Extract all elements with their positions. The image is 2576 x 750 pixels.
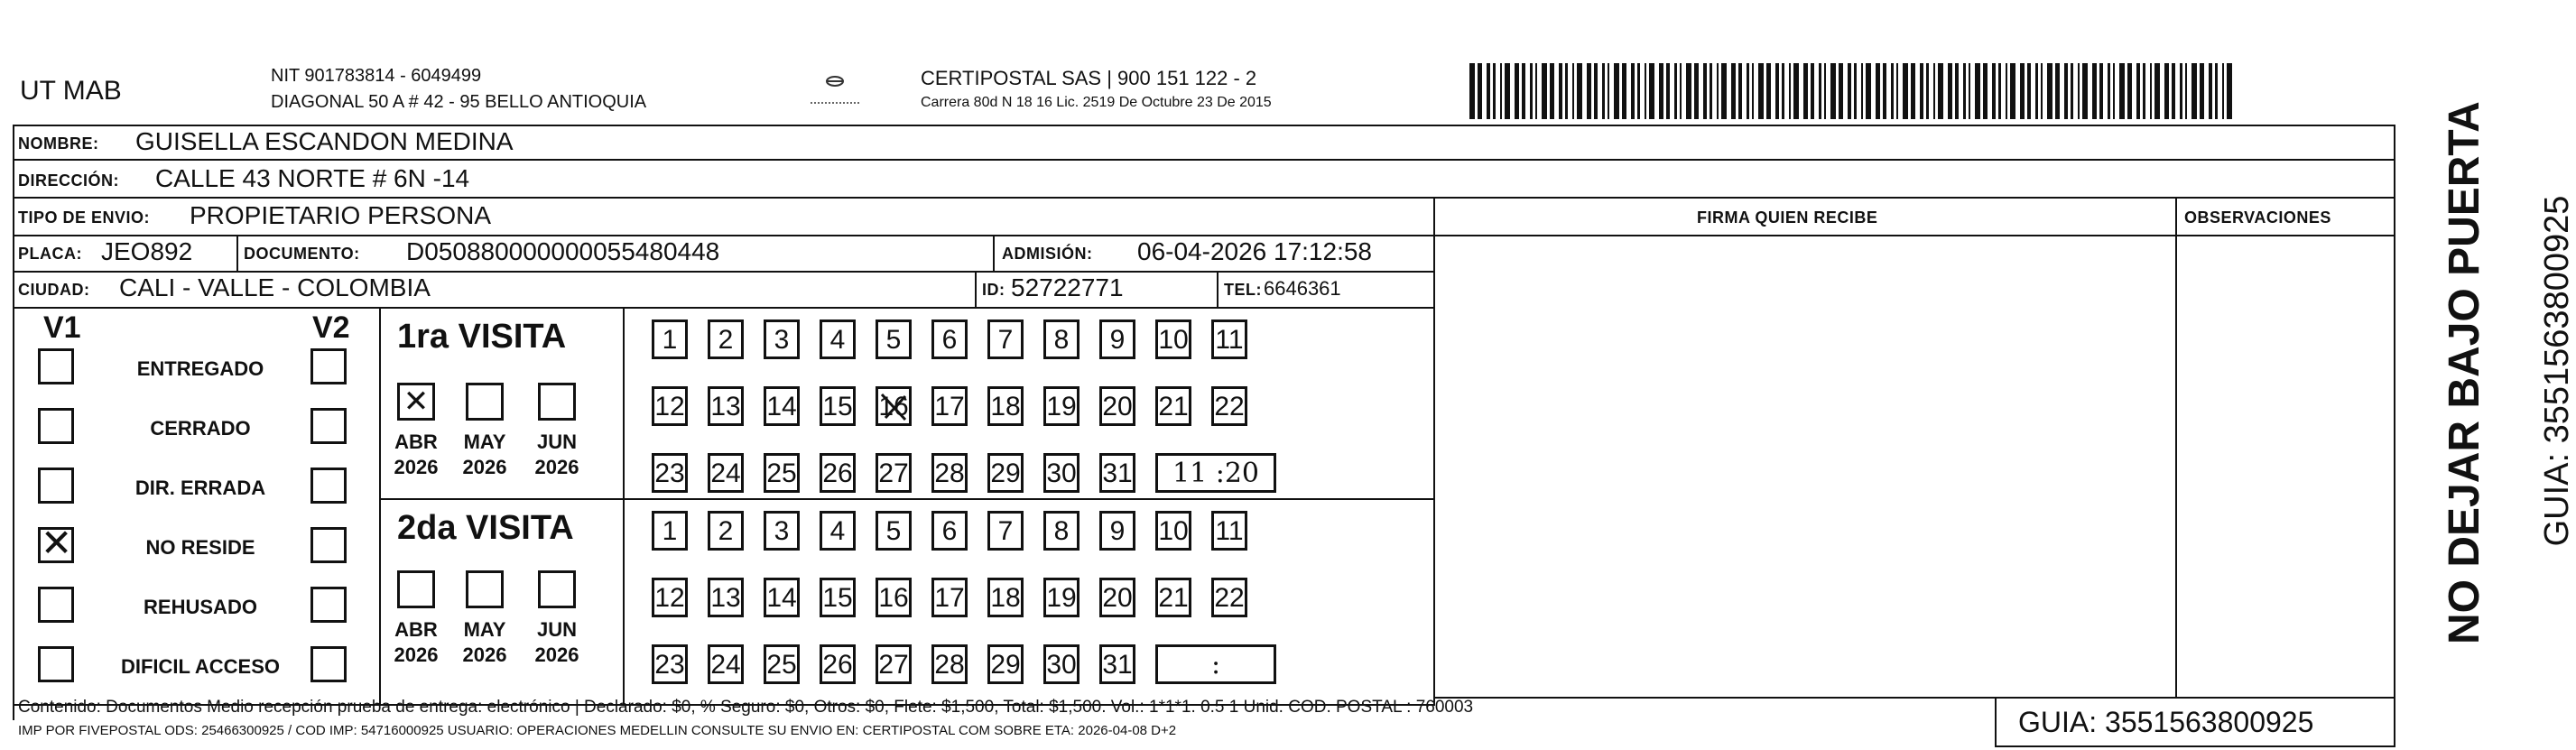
- visit1-day-23[interactable]: 23: [652, 453, 688, 493]
- visit2-month-label: JUN: [536, 618, 577, 641]
- visit1-day-7[interactable]: 7: [987, 319, 1024, 359]
- visit1-time-field[interactable]: 11 :20: [1155, 453, 1276, 493]
- visit2-day-17[interactable]: 17: [931, 578, 968, 617]
- visit1-day-15[interactable]: 15: [820, 386, 856, 426]
- status-v1-checkbox[interactable]: [38, 468, 74, 504]
- visit1-month-label: JUN: [536, 431, 577, 453]
- visit2-day-18[interactable]: 18: [987, 578, 1024, 617]
- id-label: ID:: [982, 281, 1005, 299]
- visit2-month-checkbox[interactable]: [397, 570, 435, 608]
- visit2-day-9[interactable]: 9: [1099, 511, 1135, 551]
- side-warning: [2405, 101, 2576, 659]
- barcode: [1469, 63, 2237, 119]
- visit1-year-label: 2026: [394, 456, 439, 478]
- visit2-day-26[interactable]: 26: [820, 644, 856, 684]
- visit1-day-26[interactable]: 26: [820, 453, 856, 493]
- status-label: NO RESIDE: [145, 536, 255, 559]
- visit2-day-6[interactable]: 6: [931, 511, 968, 551]
- visit2-day-8[interactable]: 8: [1043, 511, 1080, 551]
- admision-label: ADMISIÓN:: [1002, 245, 1093, 263]
- nombre-value: GUISELLA ESCANDON MEDINA: [135, 127, 514, 155]
- visit2-day-20[interactable]: 20: [1099, 578, 1135, 617]
- visit1-day-13[interactable]: 13: [708, 386, 744, 426]
- visit2-day-16[interactable]: 16: [876, 578, 912, 617]
- visit1-month-checkbox[interactable]: ✕: [397, 383, 435, 421]
- company-address: DIAGONAL 50 A # 42 - 95 BELLO ANTIOQUIA: [271, 92, 647, 112]
- visit1-day-4[interactable]: 4: [820, 319, 856, 359]
- status-label: DIR. ERRADA: [134, 477, 266, 499]
- visit1-month-label: ABR: [394, 431, 438, 453]
- visit2-day-5[interactable]: 5: [876, 511, 912, 551]
- visit1-day-19[interactable]: 19: [1043, 386, 1080, 426]
- visit1-day-17[interactable]: 17: [931, 386, 968, 426]
- status-v1-checkbox[interactable]: [38, 587, 74, 623]
- status-v2-checkbox[interactable]: [310, 408, 347, 444]
- visit2-time-field[interactable]: :: [1155, 644, 1276, 684]
- visit2-day-10[interactable]: 10: [1155, 511, 1191, 551]
- side-warning-text: NO DEJAR BAJO PUERTA: [2441, 101, 2488, 644]
- visit1-day-3[interactable]: 3: [764, 319, 800, 359]
- visit1-day-18[interactable]: 18: [987, 386, 1024, 426]
- visit1-day-5[interactable]: 5: [876, 319, 912, 359]
- visit2-day-22[interactable]: 22: [1211, 578, 1247, 617]
- ciudad-label: CIUDAD:: [18, 281, 90, 299]
- visit2-month-checkbox[interactable]: [466, 570, 504, 608]
- placa-value: JEO892: [101, 237, 193, 265]
- company-nit: NIT 901783814 - 6049499: [271, 66, 482, 86]
- status-v2-checkbox[interactable]: [310, 587, 347, 623]
- documento-value: D050880000000055480448: [406, 237, 720, 265]
- tel-label: TEL:: [1224, 281, 1262, 299]
- id-value: 52722771: [1011, 273, 1124, 301]
- visit2-day-24[interactable]: 24: [708, 644, 744, 684]
- visit1-day-25[interactable]: 25: [764, 453, 800, 493]
- status-label: CERRADO: [150, 417, 251, 440]
- visit1-day-21[interactable]: 21: [1155, 386, 1191, 426]
- visit1-day-24[interactable]: 24: [708, 453, 744, 493]
- visit1-day-29[interactable]: 29: [987, 453, 1024, 493]
- visit1-day-6[interactable]: 6: [931, 319, 968, 359]
- visit1-day-8[interactable]: 8: [1043, 319, 1080, 359]
- visit2-day-29[interactable]: 29: [987, 644, 1024, 684]
- certipostal-logo-icon: [803, 69, 866, 114]
- ciudad-value: CALI - VALLE - COLOMBIA: [119, 273, 431, 301]
- firma-header: FIRMA QUIEN RECIBE: [1697, 208, 1878, 227]
- visit2-day-21[interactable]: 21: [1155, 578, 1191, 617]
- visit2-month-label: ABR: [394, 618, 438, 641]
- status-v1-checkbox[interactable]: [38, 408, 74, 444]
- footer-contenido: Contenido: Documentos Medio recepción prueba de entrega: electrónico | Declarado: $0, % Seguro: $0, Otros: $0, Flete: $1,500, Total: $1,500. Vol.: 1*1*1. 0.5 1 Unid. COD. POSTAL : 760003: [18, 698, 1474, 717]
- visit2-day-15[interactable]: 15: [820, 578, 856, 617]
- status-v2-checkbox[interactable]: [310, 348, 347, 384]
- visit1-day-30[interactable]: 30: [1043, 453, 1080, 493]
- status-v2-checkbox[interactable]: [310, 527, 347, 563]
- visit1-title: 1ra VISITA: [397, 318, 567, 356]
- visit2-day-11[interactable]: 11: [1211, 511, 1247, 551]
- v2-label: V2: [312, 310, 350, 345]
- visit2-month-label: MAY: [463, 618, 506, 641]
- visit1-month-checkbox[interactable]: [538, 383, 576, 421]
- visit2-day-23[interactable]: 23: [652, 644, 688, 684]
- visit1-day-16[interactable]: 16: [876, 386, 912, 426]
- visit2-day-4[interactable]: 4: [820, 511, 856, 551]
- visit2-day-28[interactable]: 28: [931, 644, 968, 684]
- documento-label: DOCUMENTO:: [244, 245, 360, 263]
- visit1-day-20[interactable]: 20: [1099, 386, 1135, 426]
- visit2-day-3[interactable]: 3: [764, 511, 800, 551]
- visit1-day-10[interactable]: 10: [1155, 319, 1191, 359]
- direccion-value: CALLE 43 NORTE # 6N -14: [155, 164, 470, 192]
- observaciones-header: OBSERVACIONES: [2184, 208, 2331, 227]
- visit2-day-25[interactable]: 25: [764, 644, 800, 684]
- status-label: REHUSADO: [144, 596, 257, 618]
- visit2-year-label: 2026: [534, 644, 579, 666]
- visit2-year-label: 2026: [394, 644, 439, 666]
- visit1-day-31[interactable]: 31: [1099, 453, 1135, 493]
- side-guia-text: GUIA: 3551563800925: [2538, 195, 2576, 547]
- visit1-day-27[interactable]: 27: [876, 453, 912, 493]
- status-v1-checkbox[interactable]: ✕: [38, 527, 74, 563]
- status-label: ENTREGADO: [136, 357, 264, 380]
- status-label: DIFICIL ACCESO: [120, 655, 280, 678]
- visit2-day-2[interactable]: 2: [708, 511, 744, 551]
- v1-label: V1: [43, 310, 81, 345]
- visit2-day-27[interactable]: 27: [876, 644, 912, 684]
- status-v2-checkbox[interactable]: [310, 468, 347, 504]
- direccion-label: DIRECCIÓN:: [18, 171, 119, 190]
- visit1-month-label: MAY: [463, 431, 506, 453]
- tel-value: 6646361: [1264, 277, 1341, 300]
- status-v1-checkbox[interactable]: [38, 646, 74, 682]
- visit2-year-label: 2026: [462, 644, 507, 666]
- admision-value: 06-04-2026 17:12:58: [1137, 237, 1372, 265]
- visit1-day-12[interactable]: 12: [652, 386, 688, 426]
- footer-guia: GUIA: 3551563800925: [2018, 706, 2314, 738]
- visit1-day-22[interactable]: 22: [1211, 386, 1247, 426]
- visit2-day-14[interactable]: 14: [764, 578, 800, 617]
- visit1-day-1[interactable]: 1: [652, 319, 688, 359]
- visit1-day-9[interactable]: 9: [1099, 319, 1135, 359]
- visit2-day-1[interactable]: 1: [652, 511, 688, 551]
- visit2-day-31[interactable]: 31: [1099, 644, 1135, 684]
- certipostal-address: Carrera 80d N 18 16 Lic. 2519 De Octubre 23 De 2015: [921, 95, 1272, 110]
- company-name: UT MAB: [20, 76, 122, 106]
- visit2-day-30[interactable]: 30: [1043, 644, 1080, 684]
- barcode-icon: [1469, 63, 2237, 119]
- visit2-day-7[interactable]: 7: [987, 511, 1024, 551]
- visit2-day-13[interactable]: 13: [708, 578, 744, 617]
- handwritten-mark-icon: [878, 389, 909, 423]
- certipostal-name: CERTIPOSTAL SAS | 900 151 122 - 2: [921, 67, 1257, 89]
- visit1-day-28[interactable]: 28: [931, 453, 968, 493]
- placa-label: PLACA:: [18, 245, 82, 263]
- status-v1-checkbox[interactable]: [38, 348, 74, 384]
- status-v2-checkbox[interactable]: [310, 646, 347, 682]
- visit2-day-19[interactable]: 19: [1043, 578, 1080, 617]
- nombre-label: NOMBRE:: [18, 134, 99, 153]
- visit1-year-label: 2026: [462, 456, 507, 478]
- tipo-envio-value: PROPIETARIO PERSONA: [190, 201, 491, 229]
- visit2-month-checkbox[interactable]: [538, 570, 576, 608]
- visit1-day-11[interactable]: 11: [1211, 319, 1247, 359]
- tipo-envio-label: TIPO DE ENVIO:: [18, 208, 151, 227]
- footer-imp: IMP POR FIVEPOSTAL ODS: 25466300925 / COD IMP: 54716000925 USUARIO: OPERACIONES MEDELLIN CONSULTE SU ENVIO EN: CERTIPOSTAL COM SOBRE ETA: 2026-04-08 D+2: [18, 723, 1177, 738]
- visit2-title: 2da VISITA: [397, 509, 574, 547]
- visit2-day-12[interactable]: 12: [652, 578, 688, 617]
- visit1-year-label: 2026: [534, 456, 579, 478]
- visit1-day-2[interactable]: 2: [708, 319, 744, 359]
- visit1-month-checkbox[interactable]: [466, 383, 504, 421]
- visit1-day-14[interactable]: 14: [764, 386, 800, 426]
